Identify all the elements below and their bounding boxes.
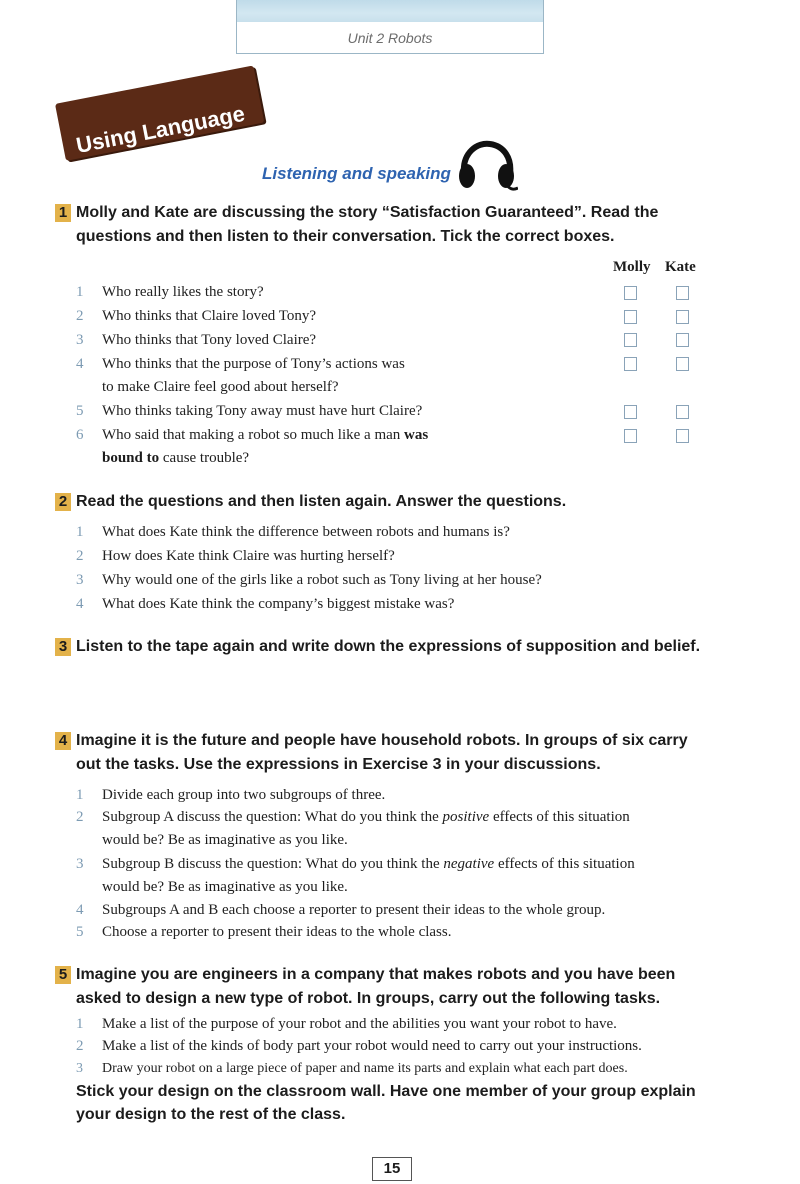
question-item: 4 Who thinks that the purpose of Tony’s actions was to make Claire feel good about herself? [76, 356, 405, 395]
checkbox-kate-6[interactable] [676, 429, 689, 443]
task-item: 1 Divide each group into two subgroups of three. [76, 787, 386, 803]
exercise-5-title: 5 Imagine you are engineers in a company that makes robots and you have been asked to design a new type of robot. In groups, carry out the following tasks. [55, 963, 675, 1011]
task-item: 2 Subgroup A discuss the question: What do you think the positive effects of this situation would be? Be as imaginative as you like. [76, 809, 630, 848]
checkbox-molly-2[interactable] [624, 310, 637, 324]
checkbox-molly-4[interactable] [624, 357, 637, 371]
question-item: 3 Who thinks that Tony loved Claire? [76, 332, 317, 348]
checkbox-molly-1[interactable] [624, 286, 637, 300]
question-item: 1 What does Kate think the difference between robots and humans is? [76, 524, 510, 540]
section-subtitle: Listening and speaking [262, 164, 451, 183]
section-title: Using Language [74, 100, 247, 158]
task-item: 3 Draw your robot on a large piece of paper and name its parts and explain what each part does. [76, 1061, 628, 1076]
checkbox-molly-6[interactable] [624, 429, 637, 443]
exercise-number: 3 [55, 638, 71, 656]
task-item: 3 Subgroup B discuss the question: What do you think the negative effects of this situation would be? Be as imaginative as you like. [76, 856, 635, 895]
column-header-kate: Kate [665, 259, 696, 275]
exercise-5-note: Stick your design on the classroom wall. Have one member of your group explain your design to the rest of the class. [76, 1083, 696, 1123]
task-item: 4 Subgroups A and B each choose a reporter to present their ideas to the whole group. [76, 902, 606, 918]
checkbox-molly-3[interactable] [624, 333, 637, 347]
checkbox-kate-2[interactable] [676, 310, 689, 324]
question-item: 3 Why would one of the girls like a robot such as Tony living at her house? [76, 572, 542, 588]
checkbox-molly-5[interactable] [624, 405, 637, 419]
exercise-2-title: 2 Read the questions and then listen again. Answer the questions. [55, 490, 566, 514]
exercise-number: 2 [55, 493, 71, 511]
exercise-4-title: 4 Imagine it is the future and people have household robots. In groups of six carry out the tasks. Use the expressions in Exercise 3 in your discussions. [55, 729, 688, 777]
checkbox-kate-5[interactable] [676, 405, 689, 419]
task-item: 2 Make a list of the kinds of body part your robot would need to carry out your instructions. [76, 1038, 642, 1054]
unit-title: Unit 2 Robots [347, 30, 433, 46]
task-item: 1 Make a list of the purpose of your robot and the abilities you want your robot to have. [76, 1016, 617, 1032]
exercise-number: 4 [55, 732, 71, 750]
checkbox-kate-3[interactable] [676, 333, 689, 347]
exercise-number: 5 [55, 966, 71, 984]
exercise-number: 1 [55, 204, 71, 222]
question-item: 5 Who thinks taking Tony away must have hurt Claire? [76, 403, 423, 419]
exercise-3-title: 3 Listen to the tape again and write down the expressions of supposition and belief. [55, 635, 700, 659]
checkbox-kate-4[interactable] [676, 357, 689, 371]
checkbox-kate-1[interactable] [676, 286, 689, 300]
question-item: 4 What does Kate think the company’s biggest mistake was? [76, 596, 455, 612]
task-item: 5 Choose a reporter to present their ideas to the whole class. [76, 924, 452, 940]
headphones-icon [456, 140, 518, 192]
column-header-molly: Molly [613, 259, 651, 275]
question-item: 2 Who thinks that Claire loved Tony? [76, 308, 317, 324]
exercise-1-title: 1 Molly and Kate are discussing the story “Satisfaction Guaranteed”. Read the questions and then listen to their conversation. Tick the correct boxes. [55, 201, 658, 249]
header-decoration [237, 0, 543, 22]
question-item: 2 How does Kate think Claire was hurting herself? [76, 548, 395, 564]
page-number: 15 [372, 1157, 412, 1181]
question-item: 6 Who said that making a robot so much like a man was bound to cause trouble? [76, 427, 429, 466]
question-item: 1 Who really likes the story? [76, 284, 264, 300]
